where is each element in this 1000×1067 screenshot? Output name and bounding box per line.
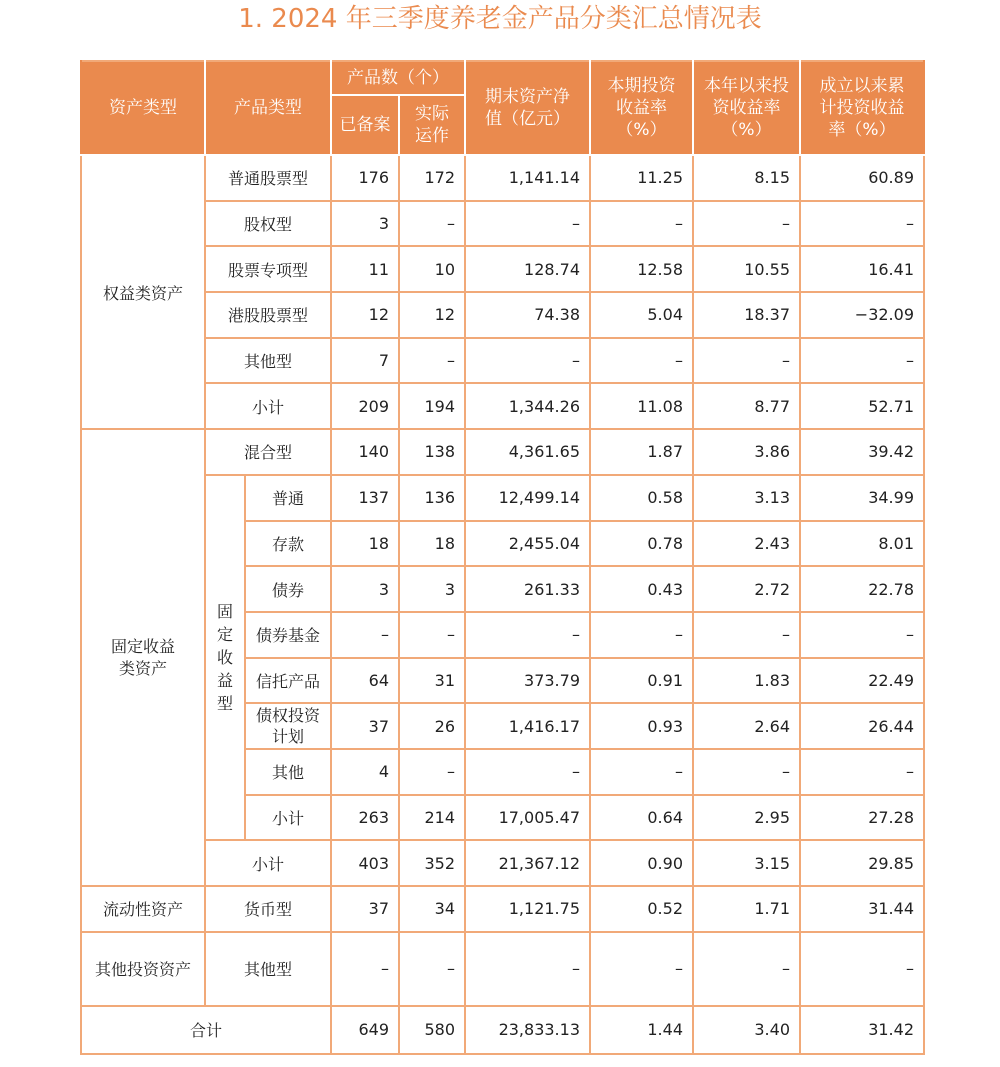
cell-operating: 34 xyxy=(399,886,465,932)
cell-period-return: – xyxy=(590,932,693,1006)
pension-product-summary-table xyxy=(80,60,925,1055)
table-row xyxy=(81,383,924,429)
total-row xyxy=(81,1006,924,1054)
cell-nav: 12,499.14 xyxy=(465,475,590,521)
header-cumulative-return: 成立以来累计投资收益率（%） xyxy=(800,61,924,155)
cell-period-return: 12.58 xyxy=(590,246,693,292)
row-label: 债券 xyxy=(245,566,331,612)
cell-nav: 1,344.26 xyxy=(465,383,590,429)
cell-period-return: 0.91 xyxy=(590,658,693,704)
row-label: 普通股票型 xyxy=(205,155,331,201)
cell-nav: – xyxy=(465,612,590,658)
group-fixed-income: 固定收益类资产 xyxy=(81,429,205,886)
cell-nav: 2,455.04 xyxy=(465,521,590,567)
cell-cumulative-return: – xyxy=(800,612,924,658)
row-label: 其他型 xyxy=(205,338,331,384)
row-label: 港股股票型 xyxy=(205,292,331,338)
cell-nav: 74.38 xyxy=(465,292,590,338)
header-nav: 期末资产净值（亿元） xyxy=(465,61,590,155)
cell-period-return: 0.90 xyxy=(590,840,693,886)
group-liquidity: 流动性资产 xyxy=(81,886,205,932)
cell-ytd-return: – xyxy=(693,201,800,247)
cell-period-return: 1.44 xyxy=(590,1006,693,1054)
row-label: 存款 xyxy=(245,521,331,567)
row-label: 小计 xyxy=(205,383,331,429)
table-row xyxy=(81,338,924,384)
cell-operating: 580 xyxy=(399,1006,465,1054)
cell-filed: 37 xyxy=(331,886,399,932)
cell-ytd-return: 8.15 xyxy=(693,155,800,201)
row-label: 普通 xyxy=(245,475,331,521)
cell-operating: – xyxy=(399,749,465,795)
cell-nav: 4,361.65 xyxy=(465,429,590,475)
cell-cumulative-return: – xyxy=(800,749,924,795)
group-equity: 权益类资产 xyxy=(81,155,205,429)
cell-period-return: – xyxy=(590,612,693,658)
cell-ytd-return: – xyxy=(693,338,800,384)
cell-ytd-return: 1.83 xyxy=(693,658,800,704)
cell-period-return: 0.64 xyxy=(590,795,693,841)
cell-cumulative-return: −32.09 xyxy=(800,292,924,338)
row-label: 股权型 xyxy=(205,201,331,247)
table-row xyxy=(81,246,924,292)
header-product-type: 产品类型 xyxy=(205,61,331,155)
cell-filed: – xyxy=(331,612,399,658)
cell-ytd-return: – xyxy=(693,932,800,1006)
cell-operating: – xyxy=(399,338,465,384)
cell-cumulative-return: – xyxy=(800,201,924,247)
table-row xyxy=(81,475,924,521)
cell-filed: 18 xyxy=(331,521,399,567)
cell-cumulative-return: 29.85 xyxy=(800,840,924,886)
cell-filed: 3 xyxy=(331,201,399,247)
cell-operating: 194 xyxy=(399,383,465,429)
cell-nav: 21,367.12 xyxy=(465,840,590,886)
cell-ytd-return: 1.71 xyxy=(693,886,800,932)
cell-filed: 649 xyxy=(331,1006,399,1054)
row-label: 小计 xyxy=(205,840,331,886)
table-row xyxy=(81,201,924,247)
cell-cumulative-return: – xyxy=(800,338,924,384)
cell-operating: 214 xyxy=(399,795,465,841)
cell-period-return: 0.93 xyxy=(590,703,693,749)
cell-nav: 261.33 xyxy=(465,566,590,612)
cell-operating: 136 xyxy=(399,475,465,521)
cell-cumulative-return: 52.71 xyxy=(800,383,924,429)
cell-ytd-return: 2.95 xyxy=(693,795,800,841)
cell-cumulative-return: – xyxy=(800,932,924,1006)
cell-filed: 209 xyxy=(331,383,399,429)
cell-period-return: 0.43 xyxy=(590,566,693,612)
row-label: 混合型 xyxy=(205,429,331,475)
cell-filed: 176 xyxy=(331,155,399,201)
cell-operating: – xyxy=(399,612,465,658)
cell-operating: 3 xyxy=(399,566,465,612)
cell-filed: 263 xyxy=(331,795,399,841)
cell-period-return: 11.25 xyxy=(590,155,693,201)
cell-ytd-return: 3.13 xyxy=(693,475,800,521)
cell-filed: 137 xyxy=(331,475,399,521)
cell-ytd-return: 18.37 xyxy=(693,292,800,338)
cell-nav: – xyxy=(465,749,590,795)
cell-cumulative-return: 27.28 xyxy=(800,795,924,841)
cell-cumulative-return: 31.42 xyxy=(800,1006,924,1054)
cell-operating: 352 xyxy=(399,840,465,886)
cell-ytd-return: 2.72 xyxy=(693,566,800,612)
row-label: 其他型 xyxy=(205,932,331,1006)
table-row xyxy=(81,840,924,886)
cell-period-return: 0.52 xyxy=(590,886,693,932)
header-product-count: 产品数（个） xyxy=(331,61,465,95)
cell-filed: 12 xyxy=(331,292,399,338)
table-row xyxy=(81,886,924,932)
cell-ytd-return: 3.15 xyxy=(693,840,800,886)
cell-cumulative-return: 16.41 xyxy=(800,246,924,292)
group-other-investment: 其他投资资产 xyxy=(81,932,205,1006)
cell-operating: 10 xyxy=(399,246,465,292)
cell-period-return: – xyxy=(590,338,693,384)
table-row xyxy=(81,429,924,475)
cell-nav: 128.74 xyxy=(465,246,590,292)
cell-cumulative-return: 60.89 xyxy=(800,155,924,201)
cell-cumulative-return: 22.78 xyxy=(800,566,924,612)
row-label: 其他 xyxy=(245,749,331,795)
cell-ytd-return: – xyxy=(693,612,800,658)
cell-operating: – xyxy=(399,201,465,247)
page-title: 1. 2024 年三季度养老金产品分类汇总情况表 xyxy=(238,4,762,34)
cell-period-return: 1.87 xyxy=(590,429,693,475)
cell-operating: 31 xyxy=(399,658,465,704)
row-label: 小计 xyxy=(245,795,331,841)
cell-cumulative-return: 39.42 xyxy=(800,429,924,475)
cell-filed: – xyxy=(331,932,399,1006)
cell-operating: 18 xyxy=(399,521,465,567)
cell-nav: 1,121.75 xyxy=(465,886,590,932)
table-row xyxy=(81,932,924,1006)
row-label: 债券基金 xyxy=(245,612,331,658)
cell-operating: 138 xyxy=(399,429,465,475)
cell-operating: 12 xyxy=(399,292,465,338)
header-filed: 已备案 xyxy=(331,95,399,155)
cell-ytd-return: 3.40 xyxy=(693,1006,800,1054)
cell-period-return: 0.58 xyxy=(590,475,693,521)
cell-nav: 23,833.13 xyxy=(465,1006,590,1054)
cell-filed: 3 xyxy=(331,566,399,612)
cell-nav: – xyxy=(465,338,590,384)
cell-filed: 11 xyxy=(331,246,399,292)
cell-nav: – xyxy=(465,201,590,247)
cell-ytd-return: 2.64 xyxy=(693,703,800,749)
cell-period-return: 5.04 xyxy=(590,292,693,338)
row-label: 货币型 xyxy=(205,886,331,932)
cell-ytd-return: 3.86 xyxy=(693,429,800,475)
cell-period-return: – xyxy=(590,201,693,247)
cell-nav: 373.79 xyxy=(465,658,590,704)
table-row xyxy=(81,155,924,201)
header-asset-type: 资产类型 xyxy=(81,61,205,155)
row-label: 信托产品 xyxy=(245,658,331,704)
cell-nav: 1,141.14 xyxy=(465,155,590,201)
header-ytd-return: 本年以来投资收益率（%） xyxy=(693,61,800,155)
header-operating: 实际运作 xyxy=(399,95,465,155)
cell-cumulative-return: 22.49 xyxy=(800,658,924,704)
header-period-return: 本期投资收益率（%） xyxy=(590,61,693,155)
cell-filed: 64 xyxy=(331,658,399,704)
cell-filed: 4 xyxy=(331,749,399,795)
cell-ytd-return: 8.77 xyxy=(693,383,800,429)
cell-filed: 7 xyxy=(331,338,399,384)
cell-filed: 403 xyxy=(331,840,399,886)
total-label: 合计 xyxy=(81,1006,331,1054)
cell-ytd-return: – xyxy=(693,749,800,795)
cell-operating: 172 xyxy=(399,155,465,201)
cell-cumulative-return: 8.01 xyxy=(800,521,924,567)
row-label: 债权投资计划 xyxy=(245,703,331,749)
row-label: 股票专项型 xyxy=(205,246,331,292)
cell-ytd-return: 2.43 xyxy=(693,521,800,567)
group-fixed-income-type: 固定收益型 xyxy=(205,475,245,841)
cell-operating: – xyxy=(399,932,465,1006)
cell-nav: 1,416.17 xyxy=(465,703,590,749)
table-row xyxy=(81,292,924,338)
cell-nav: – xyxy=(465,932,590,1006)
cell-filed: 37 xyxy=(331,703,399,749)
cell-nav: 17,005.47 xyxy=(465,795,590,841)
cell-ytd-return: 10.55 xyxy=(693,246,800,292)
cell-cumulative-return: 26.44 xyxy=(800,703,924,749)
cell-period-return: 0.78 xyxy=(590,521,693,567)
cell-operating: 26 xyxy=(399,703,465,749)
cell-cumulative-return: 31.44 xyxy=(800,886,924,932)
cell-period-return: 11.08 xyxy=(590,383,693,429)
cell-period-return: – xyxy=(590,749,693,795)
cell-filed: 140 xyxy=(331,429,399,475)
cell-cumulative-return: 34.99 xyxy=(800,475,924,521)
